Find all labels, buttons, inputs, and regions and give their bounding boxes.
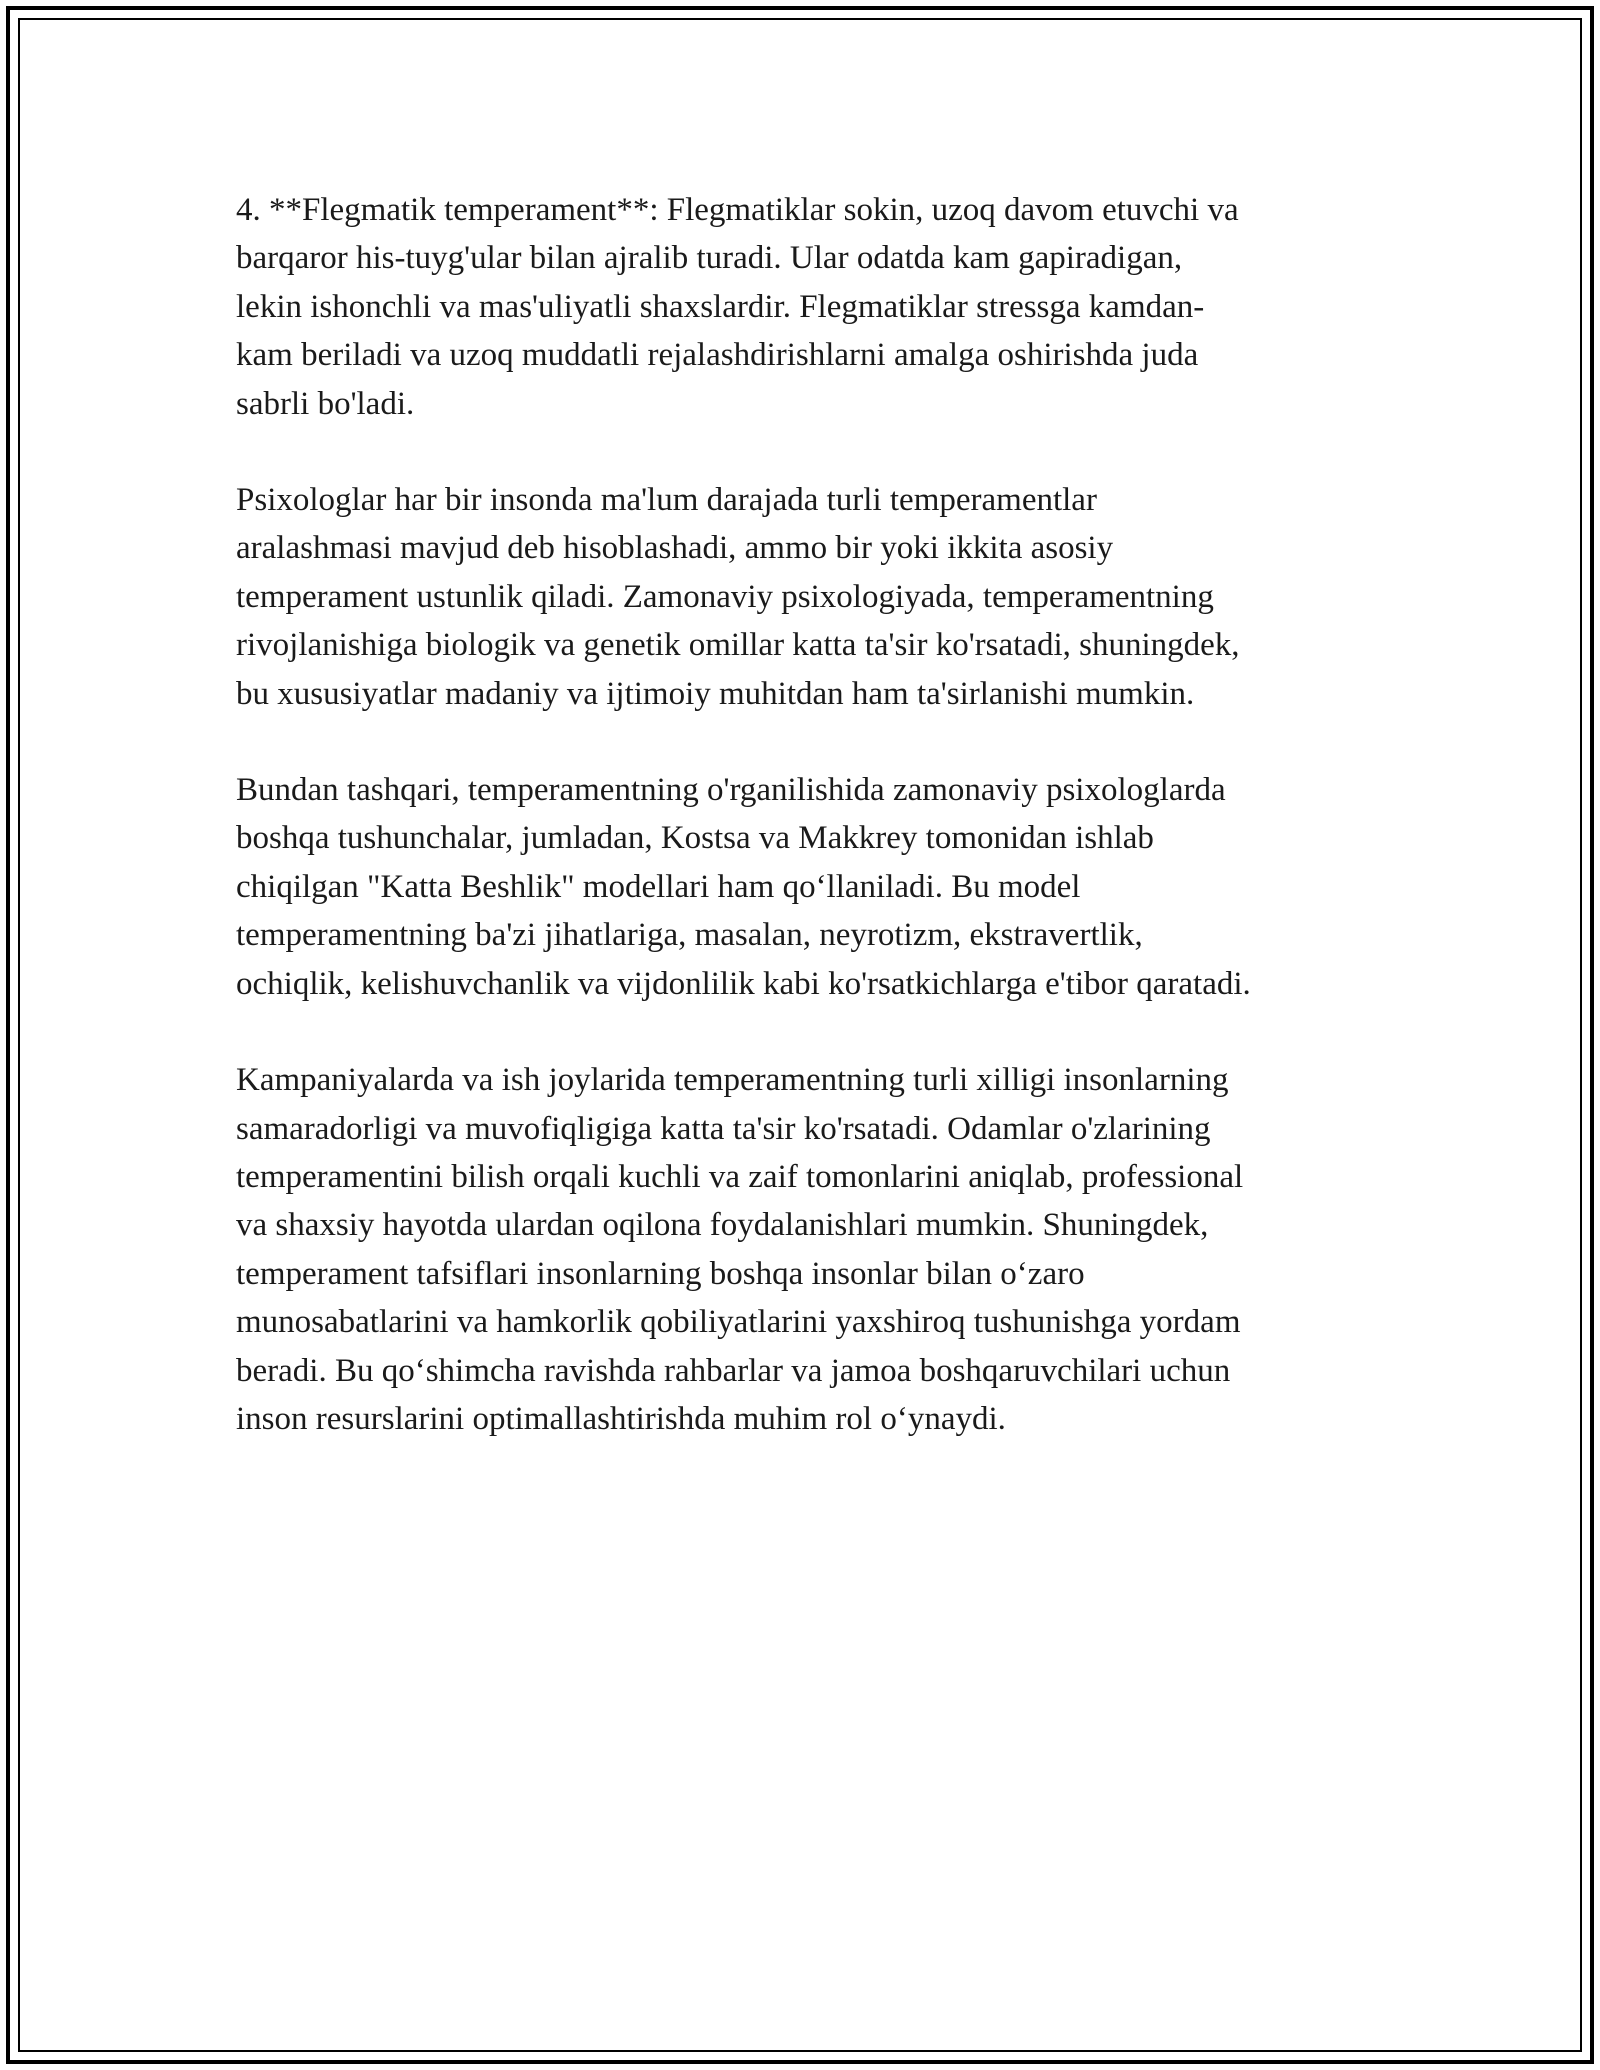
- paragraph-kampaniyalarda: [236, 1056, 1376, 1443]
- text-line: Bundan tashqari, temperamentning o'rganilishida zamonaviy psixologlarda: [236, 772, 1226, 809]
- text-line: temperament tafsiflari insonlarning boshqa insonlar bilan o‘zaro: [236, 1255, 1085, 1292]
- text-line: va shaxsiy hayotda ulardan oqilona foydalanishlari mumkin. Shuningdek,: [236, 1207, 1209, 1244]
- paragraph-flegmatik: [236, 186, 1376, 428]
- text-line: bu xususiyatlar madaniy va ijtimoiy muhitdan ham ta'sirlanishi mumkin.: [236, 675, 1195, 712]
- text-line: 4. **Flegmatik temperament**: Flegmatiklar sokin, uzoq davom etuvchi va: [236, 192, 1239, 228]
- text-line: rivojlanishiga biologik va genetik omillar katta ta'sir ko'rsatadi, shuningdek,: [236, 627, 1240, 664]
- paragraph-psixologlar: [236, 476, 1376, 718]
- document-body: [236, 186, 1376, 1491]
- text-line: beradi. Bu qo‘shimcha ravishda rahbarlar va jamoa boshqaruvchilari uchun: [236, 1352, 1231, 1389]
- text-line: munosabatlarini va hamkorlik qobiliyatlarini yaxshiroq tushunishga yordam: [236, 1304, 1241, 1341]
- text-line: Psixologlar har bir insonda ma'lum darajada turli temperamentlar: [236, 482, 1097, 519]
- text-line: boshqa tushunchalar, jumladan, Kostsa va Makkrey tomonidan ishlab: [236, 820, 1154, 857]
- text-line: temperamentini bilish orqali kuchli va zaif tomonlarini aniqlab, professional: [236, 1158, 1244, 1195]
- text-line: temperamentning ba'zi jihatlariga, masalan, neyrotizm, ekstravertlik,: [236, 917, 1143, 954]
- text-line: sabrli bo'ladi.: [236, 385, 415, 422]
- text-line: barqaror his-tuyg'ular bilan ajralib turadi. Ular odatda kam gapiradigan,: [236, 240, 1183, 277]
- text-line: samaradorligi va muvofiqligiga katta ta'sir ko'rsatadi. Odamlar o'zlarining: [236, 1110, 1211, 1147]
- text-line: kam beriladi va uzoq muddatli rejalashdirishlarni amalga oshirishda juda: [236, 337, 1199, 374]
- paragraph-bundan-tashqari: [236, 766, 1376, 1008]
- text-line: Kampaniyalarda va ish joylarida temperamentning turli xilligi insonlarning: [236, 1062, 1229, 1099]
- text-line: aralashmasi mavjud deb hisoblashadi, ammo bir yoki ikkita asosiy: [236, 530, 1114, 567]
- text-line: chiqilgan "Katta Beshlik" modellari ham qo‘llaniladi. Bu model: [236, 868, 1081, 905]
- text-line: ochiqlik, kelishuvchanlik va vijdonlilik kabi ko'rsatkichlarga e'tibor qaratadi.: [236, 965, 1251, 1002]
- text-line: lekin ishonchli va mas'uliyatli shaxslardir. Flegmatiklar stressga kamdan-: [236, 288, 1205, 325]
- text-line: temperament ustunlik qiladi. Zamonaviy psixologiyada, temperamentning: [236, 578, 1214, 615]
- text-line: inson resurslarini optimallashtirishda muhim rol o‘ynaydi.: [236, 1400, 1006, 1437]
